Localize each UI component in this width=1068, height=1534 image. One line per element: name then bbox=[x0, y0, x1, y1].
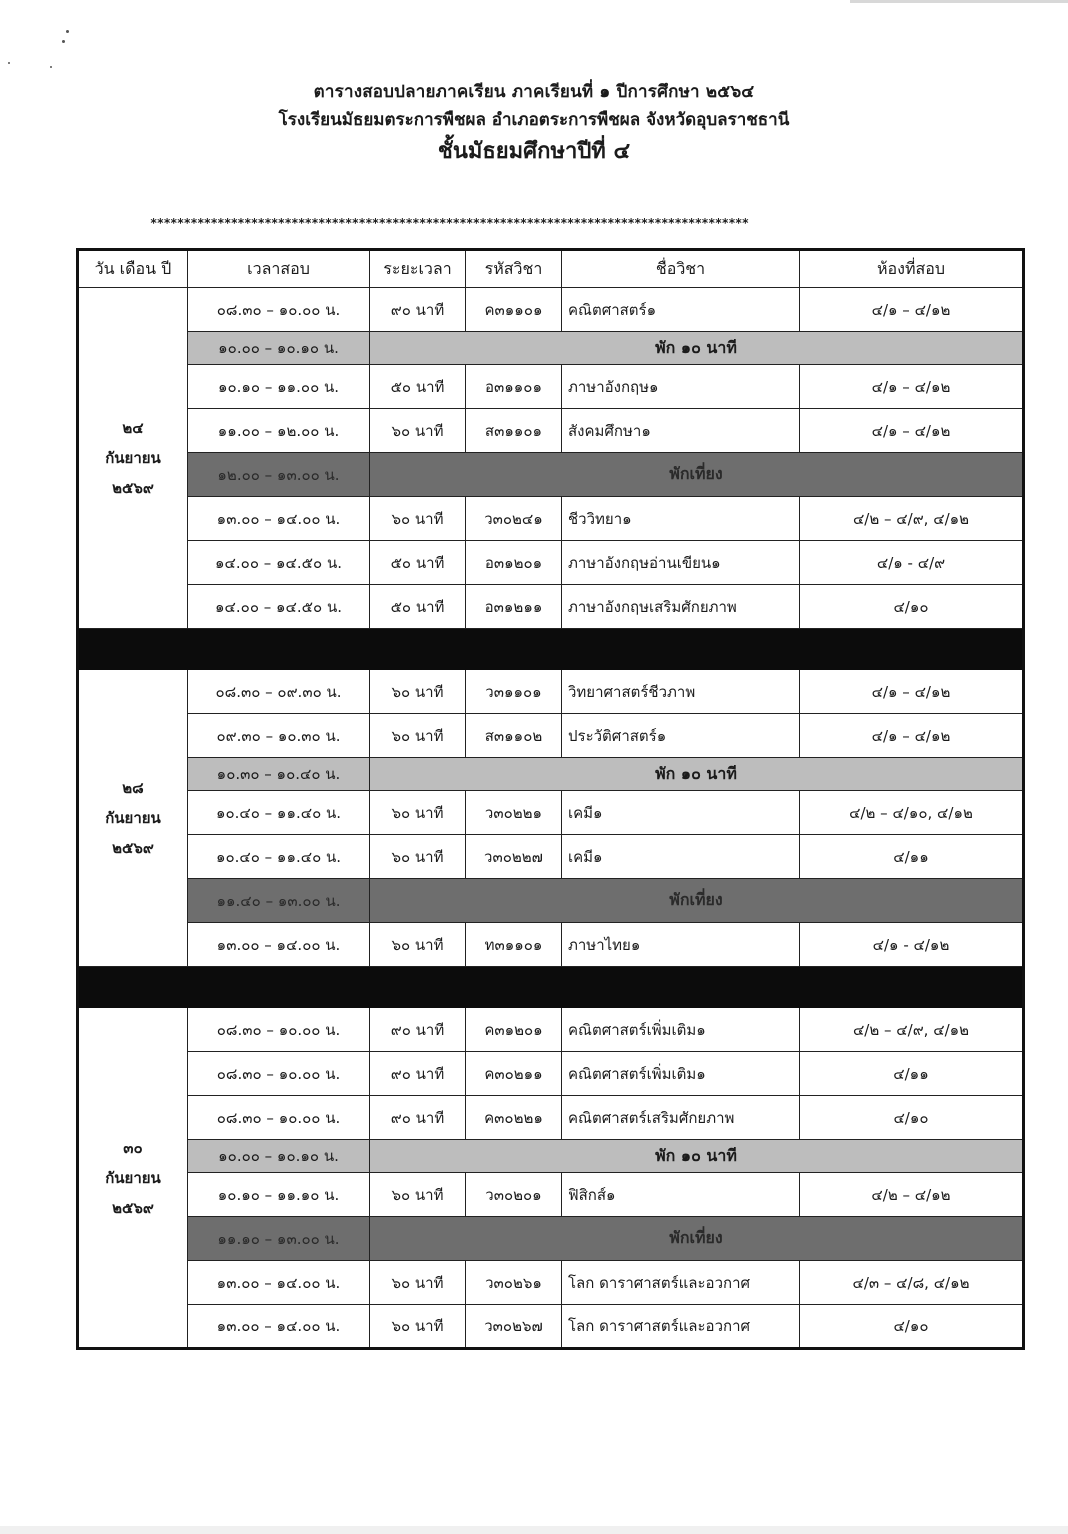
subject-name: โลก ดาราศาสตร์และอวกาศ bbox=[562, 1305, 800, 1349]
paper-speck bbox=[50, 66, 52, 68]
subject-name: ภาษาอังกฤษเสริมศักยภาพ bbox=[562, 585, 800, 629]
break-row bbox=[78, 1140, 1024, 1173]
exam-date-day: ๒๔ bbox=[122, 419, 144, 437]
exam-room: ๔/๑๐ bbox=[800, 1305, 1024, 1349]
exam-row bbox=[78, 288, 1024, 332]
paper-speck bbox=[62, 40, 65, 43]
subject-name: เคมี๑ bbox=[562, 835, 800, 879]
exam-row bbox=[78, 1096, 1024, 1140]
subject-name: ภาษาอังกฤษอ่านเขียน๑ bbox=[562, 541, 800, 585]
exam-date-day: ๓๐ bbox=[123, 1138, 143, 1157]
exam-date bbox=[78, 670, 188, 967]
subject-name: ฟิสิกส์๑ bbox=[562, 1173, 800, 1217]
exam-date-year: ๒๕๖๙ bbox=[112, 1198, 154, 1217]
table-header-row bbox=[78, 250, 1024, 288]
subject-code: ว๓๐๒๖๑ bbox=[466, 1261, 562, 1305]
exam-row bbox=[78, 1173, 1024, 1217]
exam-room: ๔/๑ – ๔/๑๒ bbox=[800, 714, 1024, 758]
exam-time: ๑๐.๐๐ – ๑๐.๑๐ น. bbox=[188, 332, 370, 365]
exam-time: ๑๑.๐๐ – ๑๒.๐๐ น. bbox=[188, 409, 370, 453]
exam-room: ๔/๑ – ๔/๑๒ bbox=[800, 670, 1024, 714]
exam-time: ๐๘.๓๐ – ๑๐.๐๐ น. bbox=[188, 288, 370, 332]
subject-code: ท๓๑๑๐๑ bbox=[466, 923, 562, 967]
exam-duration: ๖๐ นาที bbox=[370, 670, 466, 714]
exam-time: ๑๓.๐๐ – ๑๔.๐๐ น. bbox=[188, 923, 370, 967]
lunch-row bbox=[78, 1217, 1024, 1261]
subject-name: ภาษาอังกฤษ๑ bbox=[562, 365, 800, 409]
exam-row bbox=[78, 365, 1024, 409]
exam-room: ๔/๑๑ bbox=[800, 835, 1024, 879]
col-header-date: วัน เดือน ปี bbox=[78, 250, 188, 288]
exam-date-year: ๒๕๖๙ bbox=[112, 839, 154, 857]
subject-name: เคมี๑ bbox=[562, 791, 800, 835]
subject-name: ภาษาไทย๑ bbox=[562, 923, 800, 967]
break-label: พัก ๑๐ นาที bbox=[370, 1140, 1024, 1173]
subject-code: ค๓๑๒๐๑ bbox=[466, 1008, 562, 1052]
exam-room: ๔/๑ – ๔/๑๒ bbox=[800, 288, 1024, 332]
exam-time: ๑๓.๐๐ – ๑๔.๐๐ น. bbox=[188, 1305, 370, 1349]
exam-row bbox=[78, 541, 1024, 585]
exam-duration: ๙๐ นาที bbox=[370, 1008, 466, 1052]
exam-room: ๔/๓ – ๔/๘, ๔/๑๒ bbox=[800, 1261, 1024, 1305]
exam-date-month: กันยายน bbox=[105, 449, 161, 467]
exam-duration: ๕๐ นาที bbox=[370, 365, 466, 409]
subject-code: ว๓๑๑๐๑ bbox=[466, 670, 562, 714]
exam-time: ๐๘.๓๐ – ๑๐.๐๐ น. bbox=[188, 1096, 370, 1140]
break-label: พัก ๑๐ นาที bbox=[370, 332, 1024, 365]
subject-code: อ๓๑๒๐๑ bbox=[466, 541, 562, 585]
exam-time: ๑๑.๔๐ – ๑๓.๐๐ น. bbox=[188, 879, 370, 923]
subject-name: คณิตศาสตร์๑ bbox=[562, 288, 800, 332]
exam-time: ๐๘.๓๐ – ๑๐.๐๐ น. bbox=[188, 1052, 370, 1096]
exam-room: ๔/๑๐ bbox=[800, 1096, 1024, 1140]
exam-room: ๔/๑๑ bbox=[800, 1052, 1024, 1096]
exam-row bbox=[78, 409, 1024, 453]
exam-duration: ๖๐ นาที bbox=[370, 714, 466, 758]
break-row bbox=[78, 758, 1024, 791]
exam-date-month: กันยายน bbox=[105, 809, 161, 827]
exam-duration: ๕๐ นาที bbox=[370, 585, 466, 629]
header-school: โรงเรียนมัธยมตระการพืชผล อำเภอตระการพืชผล จังหวัดอุบลราชธานี bbox=[278, 110, 790, 130]
exam-duration: ๖๐ นาที bbox=[370, 923, 466, 967]
subject-name: โลก ดาราศาสตร์และอวกาศ bbox=[562, 1261, 800, 1305]
subject-code: ว๓๐๒๒๑ bbox=[466, 791, 562, 835]
subject-name: ประวัติศาสตร์๑ bbox=[562, 714, 800, 758]
exam-duration: ๖๐ นาที bbox=[370, 1261, 466, 1305]
exam-time: ๑๐.๔๐ – ๑๑.๔๐ น. bbox=[188, 835, 370, 879]
exam-time: ๑๐.๑๐ – ๑๑.๐๐ น. bbox=[188, 365, 370, 409]
day-separator bbox=[78, 967, 1024, 1008]
exam-room: ๔/๑ - ๔/๑๒ bbox=[800, 923, 1024, 967]
exam-date-day: ๒๘ bbox=[122, 779, 144, 797]
lunch-label: พักเที่ยง bbox=[370, 1217, 1024, 1261]
exam-room: ๔/๒ – ๔/๙, ๔/๑๒ bbox=[800, 497, 1024, 541]
exam-duration: ๖๐ นาที bbox=[370, 497, 466, 541]
exam-duration: ๙๐ นาที bbox=[370, 1052, 466, 1096]
exam-time: ๑๔.๐๐ – ๑๔.๕๐ น. bbox=[188, 541, 370, 585]
subject-code: ค๓๐๒๑๑ bbox=[466, 1052, 562, 1096]
lunch-label: พักเที่ยง bbox=[370, 453, 1024, 497]
exam-row bbox=[78, 585, 1024, 629]
paper-speck bbox=[66, 30, 69, 33]
document-header bbox=[0, 78, 1068, 170]
exam-time: ๑๓.๐๐ – ๑๔.๐๐ น. bbox=[188, 497, 370, 541]
exam-time: ๐๘.๓๐ – ๐๙.๓๐ น. bbox=[188, 670, 370, 714]
subject-code: ค๓๑๑๐๑ bbox=[466, 288, 562, 332]
break-label: พัก ๑๐ นาที bbox=[370, 758, 1024, 791]
exam-room: ๔/๒ – ๔/๑๐, ๔/๑๒ bbox=[800, 791, 1024, 835]
exam-time: ๐๙.๓๐ – ๑๐.๓๐ น. bbox=[188, 714, 370, 758]
col-header-room: ห้องที่สอบ bbox=[800, 250, 1024, 288]
exam-time: ๐๘.๓๐ – ๑๐.๐๐ น. bbox=[188, 1008, 370, 1052]
subject-code: อ๓๑๒๑๑ bbox=[466, 585, 562, 629]
subject-name: ชีววิทยา๑ bbox=[562, 497, 800, 541]
exam-room: ๔/๑ - ๔/๙ bbox=[800, 541, 1024, 585]
exam-time: ๑๐.๑๐ – ๑๑.๑๐ น. bbox=[188, 1173, 370, 1217]
exam-row bbox=[78, 1261, 1024, 1305]
subject-name: คณิตศาสตร์เสริมศักยภาพ bbox=[562, 1096, 800, 1140]
break-row bbox=[78, 332, 1024, 365]
exam-time: ๑๑.๑๐ – ๑๓.๐๐ น. bbox=[188, 1217, 370, 1261]
exam-schedule-table bbox=[76, 248, 1025, 1350]
day-separator bbox=[78, 629, 1024, 670]
star-divider: ***************************************************************************************** bbox=[150, 216, 749, 230]
lunch-row bbox=[78, 453, 1024, 497]
exam-duration: ๙๐ นาที bbox=[370, 288, 466, 332]
exam-room: ๔/๑ – ๔/๑๒ bbox=[800, 409, 1024, 453]
exam-row bbox=[78, 497, 1024, 541]
exam-duration: ๕๐ นาที bbox=[370, 541, 466, 585]
exam-duration: ๖๐ นาที bbox=[370, 835, 466, 879]
exam-date bbox=[78, 1008, 188, 1349]
exam-room: ๔/๑ – ๔/๑๒ bbox=[800, 365, 1024, 409]
exam-duration: ๖๐ นาที bbox=[370, 1305, 466, 1349]
subject-name: สังคมศึกษา๑ bbox=[562, 409, 800, 453]
subject-name: คณิตศาสตร์เพิ่มเติม๑ bbox=[562, 1008, 800, 1052]
subject-code: ว๓๐๒๔๑ bbox=[466, 497, 562, 541]
subject-code: ค๓๐๒๒๑ bbox=[466, 1096, 562, 1140]
subject-code: ว๓๐๒๒๗ bbox=[466, 835, 562, 879]
day-separator-bar bbox=[78, 629, 1024, 670]
exam-row bbox=[78, 714, 1024, 758]
day-separator-bar bbox=[78, 967, 1024, 1008]
exam-time: ๑๐.๐๐ – ๑๐.๑๐ น. bbox=[188, 1140, 370, 1173]
exam-row bbox=[78, 835, 1024, 879]
subject-code: ส๓๑๑๐๒ bbox=[466, 714, 562, 758]
subject-code: ว๓๐๒๖๗ bbox=[466, 1305, 562, 1349]
col-header-duration: ระยะเวลา bbox=[370, 250, 466, 288]
exam-time: ๑๔.๐๐ – ๑๔.๕๐ น. bbox=[188, 585, 370, 629]
lunch-label: พักเที่ยง bbox=[370, 879, 1024, 923]
exam-duration: ๖๐ นาที bbox=[370, 409, 466, 453]
exam-time: ๑๓.๐๐ – ๑๔.๐๐ น. bbox=[188, 1261, 370, 1305]
exam-time: ๑๐.๓๐ – ๑๐.๔๐ น. bbox=[188, 758, 370, 791]
exam-room: ๔/๒ – ๔/๙, ๔/๑๒ bbox=[800, 1008, 1024, 1052]
exam-room: ๔/๒ – ๔/๑๒ bbox=[800, 1173, 1024, 1217]
col-header-code: รหัสวิชา bbox=[466, 250, 562, 288]
exam-time: ๑๒.๐๐ – ๑๓.๐๐ น. bbox=[188, 453, 370, 497]
subject-code: อ๓๑๑๐๑ bbox=[466, 365, 562, 409]
exam-time: ๑๐.๔๐ – ๑๑.๔๐ น. bbox=[188, 791, 370, 835]
subject-code: ว๓๐๒๐๑ bbox=[466, 1173, 562, 1217]
top-edge-mark bbox=[850, 0, 1068, 3]
bottom-edge-mark bbox=[0, 1526, 1068, 1534]
col-header-time: เวลาสอบ bbox=[188, 250, 370, 288]
exam-duration: ๖๐ นาที bbox=[370, 1173, 466, 1217]
paper-speck bbox=[8, 62, 10, 64]
exam-row bbox=[78, 791, 1024, 835]
exam-row bbox=[78, 1008, 1024, 1052]
col-header-subject: ชื่อวิชา bbox=[562, 250, 800, 288]
header-title: ตารางสอบปลายภาคเรียน ภาคเรียนที่ ๑ ปีการศึกษา ๒๕๖๔ bbox=[313, 82, 755, 102]
exam-row bbox=[78, 923, 1024, 967]
subject-name: วิทยาศาสตร์ชีวภาพ bbox=[562, 670, 800, 714]
exam-row bbox=[78, 1052, 1024, 1096]
exam-date-month: กันยายน bbox=[105, 1168, 161, 1187]
exam-date-year: ๒๕๖๙ bbox=[112, 479, 154, 497]
exam-date bbox=[78, 288, 188, 629]
exam-duration: ๙๐ นาที bbox=[370, 1096, 466, 1140]
subject-code: ส๓๑๑๐๑ bbox=[466, 409, 562, 453]
exam-duration: ๖๐ นาที bbox=[370, 791, 466, 835]
exam-room: ๔/๑๐ bbox=[800, 585, 1024, 629]
exam-row bbox=[78, 670, 1024, 714]
exam-row bbox=[78, 1305, 1024, 1349]
header-grade: ชั้นมัธยมศึกษาปีที่ ๔ bbox=[437, 139, 631, 164]
subject-name: คณิตศาสตร์เพิ่มเติม๑ bbox=[562, 1052, 800, 1096]
lunch-row bbox=[78, 879, 1024, 923]
